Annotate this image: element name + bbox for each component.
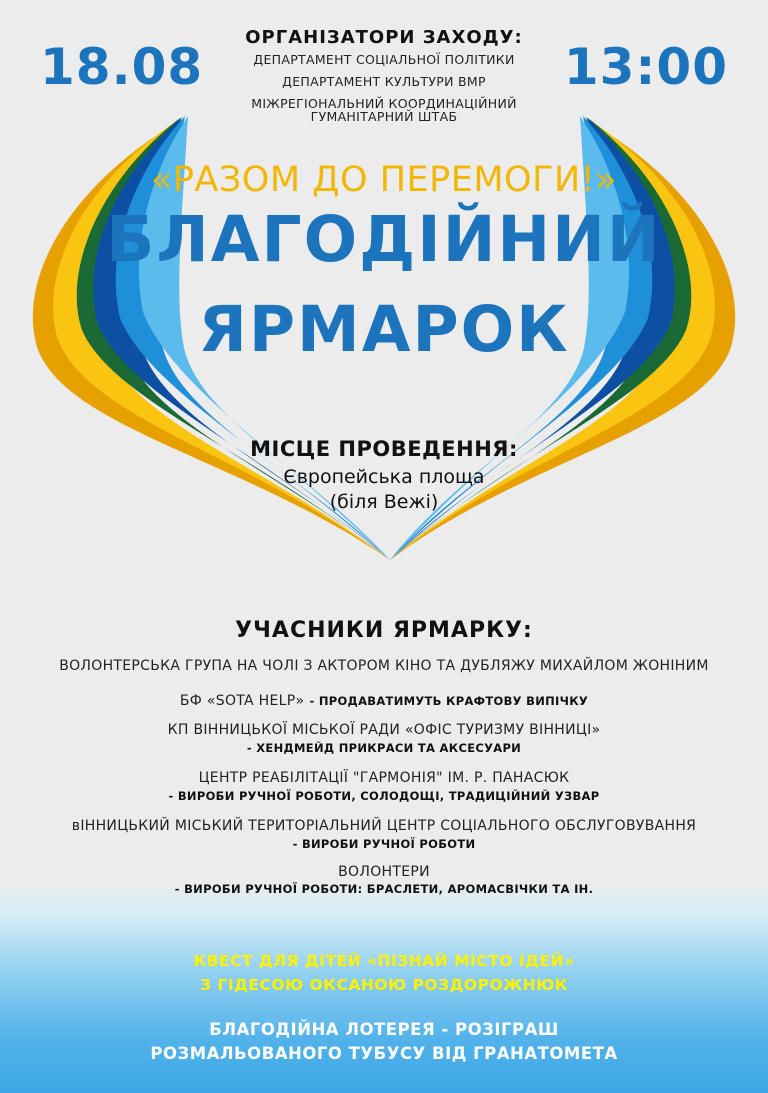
participant-name: ВОЛОНТЕРСЬКА ГРУПА НА ЧОЛІ З АКТОРОМ КІНО ТА ДУБЛЯЖУ МИХАЙЛОМ ЖОНІНИМ: [59, 658, 709, 674]
venue-line2: (біля Вежі): [329, 491, 439, 513]
participant-name: КП ВІННИЦЬКОЇ МІСЬКОЇ РАДИ «ОФІС ТУРИЗМУ ВІННИЦІ»: [167, 722, 601, 738]
organizers-title: ОРГАНІЗАТОРИ ЗАХОДУ:: [245, 27, 523, 48]
main-title-line2: ЯРМАРОК: [198, 293, 570, 366]
venue-line1: Європейська площа: [283, 466, 485, 488]
lottery-line1: БЛАГОДІЙНА ЛОТЕРЕЯ - РОЗІГРАШ: [209, 1020, 559, 1039]
slogan: «РАЗОМ ДО ПЕРЕМОГИ!»: [150, 160, 618, 200]
participant-name: вІННИЦЬКИЙ МІСЬКИЙ ТЕРИТОРІАЛЬНИЙ ЦЕНТР СОЦІАЛЬНОГО ОБСЛУГОВУВАННЯ: [71, 818, 697, 834]
participant-name: ВОЛОНТЕРИ: [338, 864, 430, 880]
quest-line2: З ГІДЕСОЮ ОКСАНОЮ РОЗДОРОЖНЮК: [200, 976, 568, 994]
participant-line: [0, 690, 768, 709]
quest-line1: КВЕСТ ДЛЯ ДІТЕЙ «ПІЗНАЙ МІСТО ІДЕЙ»: [193, 952, 575, 970]
organizer-item: ДЕПАРТАМЕНТ СОЦІАЛЬНОЇ ПОЛІТИКИ: [253, 52, 515, 67]
lottery-line2: РОЗМАЛЬОВАНОГО ТУБУСУ ВІД ГРАНАТОМЕТА: [150, 1044, 618, 1063]
venue-title: МІСЦЕ ПРОВЕДЕННЯ:: [250, 437, 518, 461]
participant-desc: - ВИРОБИ РУЧНОЇ РОБОТИ, СОЛОДОЩІ, ТРАДИЦІЙНИЙ УЗВАР: [168, 789, 600, 803]
participant-desc: - ВИРОБИ РУЧНОЇ РОБОТИ: БРАСЛЕТИ, АРОМАСВІЧКИ ТА ІН.: [174, 882, 594, 896]
participant-name: БФ «SOTA HELP»: [179, 693, 305, 709]
participants-title: УЧАСНИКИ ЯРМАРКУ:: [235, 618, 533, 643]
organizer-item: МІЖРЕГІОНАЛЬНИЙ КООРДИНАЦІЙНИЙ: [251, 96, 517, 111]
organizer-item: ГУМАНІТАРНИЙ ШТАБ: [310, 109, 458, 124]
organizer-item: ДЕПАРТАМЕНТ КУЛЬТУРИ ВМР: [282, 74, 486, 89]
participant-desc: - ПРОДАВАТИМУТЬ КРАФТОВУ ВИПІЧКУ: [309, 694, 589, 708]
participant-desc: - ВИРОБИ РУЧНОЇ РОБОТИ: [292, 837, 476, 851]
participant-name: ЦЕНТР РЕАБІЛІТАЦІЇ "ГАРМОНІЯ" ІМ. Р. ПАНАСЮК: [198, 770, 570, 786]
event-time: 13:00: [563, 38, 728, 96]
event-date: 18.08: [40, 38, 204, 96]
main-title-line1: БЛАГОДІЙНИЙ: [106, 203, 662, 276]
participant-desc: - ХЕНДМЕЙД ПРИКРАСИ ТА АКСЕСУАРИ: [246, 741, 522, 755]
